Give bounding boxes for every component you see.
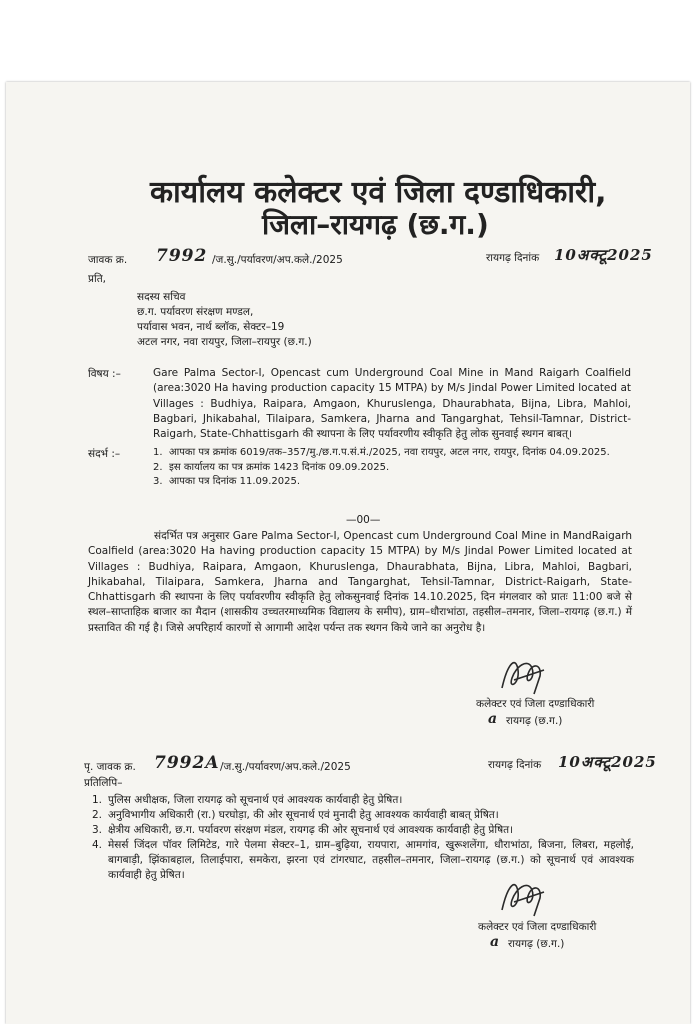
prati-label: प्रति, [88,273,107,285]
copy-item: 4. मेसर्स जिंदल पॉवर लिमिटेड, गारे पेलमा सेक्टर–1, ग्राम–बुढ़िया, रायपारा, आमगांव, खुरूशलेंगा, धौराभांठा, बिजना, लिबरा, महलोई, बागबाड़ी, झिंकाबहाल, तिलाईपारा, समकेरा, झरना एवं टांगरघाट, तहसील–तमनार, जिला–रायगढ़ (छ.ग.) को सूचनार्थ एवं आवश्यक कार्यवाही हेतु प्रेषित। [92,839,634,881]
copy-item: 1. पुलिस अधीक्षक, जिला रायगढ़ को सूचनार्थ एवं आवश्यक कार्यवाही हेतु प्रेषित। [92,794,403,806]
ref-number-handwritten: 7992 [156,246,208,266]
copy-item: 3. क्षेत्रीय अधिकारी, छ.ग. पर्यावरण संरक्षण मंडल, रायगढ़ की ओर सूचनार्थ एवं आवश्यक कार्यवाही हेतु प्रेषित। [92,824,514,836]
reference-item: 2. इस कार्यालय का पत्र क्रमांक 1423 दिनांक 09.09.2025. [153,461,390,473]
endorsement-ref-handwritten: 7992A [154,753,220,773]
reference-label: संदर्भ :– [88,448,121,460]
signatory-title-2: कलेक्टर एवं जिला दण्डाधिकारी [478,921,597,933]
reference-item: 3. आपका पत्र दिनांक 11.09.2025. [153,476,301,487]
endorsement-date-label: रायगढ़ दिनांक [488,759,542,771]
signatory-title: कलेक्टर एवं जिला दण्डाधिकारी [476,698,595,710]
endorsement-ref-suffix: /ज.सु./पर्यावरण/अप.कले./2025 [220,761,351,773]
endorsement-ref-label: पृ. जावक क्र. [84,761,136,773]
signatory-place: रायगढ़ (छ.ग.) [506,715,563,727]
subject-text: Gare Palma Sector-I, Opencast cum Underground Coal Mine in Mand Raigarh Coalfield (area:3020 Ha having production capacity 15 MTPA) by M/s Jindal Power Limited located at Villages : Budhiya, Raipara, Amgaon, Khuruslenga, Dhaurabhata, Bijna, Libra, Mahloi, Bagbari, Jhikabahal, Tilaipara, Samkera, Jharna and Tangarghat, Tehsil-Tamnar, District-Raigarh, State-Chhattisgarh की स्थापना के लिए पर्यावरणीय स्वीकृति हेतु लोक सुनवाई स्थगन बाबत्। [153,367,631,441]
signatory-initial: a [488,711,499,727]
signature-2 [494,872,554,922]
recipient-line: पर्यावास भवन, नार्थ ब्लॉक, सेक्टर–19 [137,321,285,333]
copy-item: 2. अनुविभागीय अधिकारी (रा.) घरघोड़ा, की ओर सूचनार्थ एवं मुनादी हेतु आवश्यक कार्यवाही बाबत् प्रेषित। [92,809,499,821]
subject-label: विषय :– [88,368,121,380]
copy-list [92,793,634,883]
recipient-address [137,290,437,350]
recipient-line: सदस्य सचिव [137,291,186,303]
signatory-initial-2: a [490,934,501,950]
recipient-line: अटल नगर, नवा रायपुर, जिला–रायपुर (छ.ग.) [137,336,312,348]
reference-list [153,446,631,490]
copy-label: प्रतिलिपि– [84,777,123,789]
office-title: कार्यालय कलेक्टर एवं जिला दण्डाधिकारी, [150,175,607,210]
district-title: जिला–रायगढ़ (छ.ग.) [262,208,489,241]
body-paragraph: संदर्भित पत्र अनुसार Gare Palma Sector-I, Opencast cum Underground Coal Mine in MandRaigarh Coalfield (area:3020 Ha having production capacity 15 MTPA) by M/s Jindal Power Limited located at Villages : Budhiya, Raipara, Amgaon, Khuruslenga, Dhaurabhata, Bijna, Libra, Mahloi, Bagbari, Jhikabahal, Tilaipara, Samkera, Jharna and Tangarghat, Tehsil-Tamnar, District-Raigarh, State-Chhattisgarh की स्थापना के लिए पर्यावरणीय स्वीकृति हेतु लोकसुनवाई दिनांक 14.10.2025, दिन मंगलवार को प्रातः 11:00 बजे से स्थल–साप्ताहिक बाजार का मैदान (शासकीय उच्चतरमाध्यमिक विद्यालय के समीप), ग्राम–धौराभांठा, तहसील–तमनार, जिला–रायगढ़ (छ.ग.) में प्रस्तावित की गई है। जिसे अपरिहार्य कारणों से आगामी आदेश पर्यन्त तक स्थगन किये जाने का अनुरोध है। [88,530,632,634]
signature-1 [494,650,554,700]
recipient-line: छ.ग. पर्यावरण संरक्षण मण्डल, [137,306,254,318]
date-handwritten: 10अक्टू2025 [554,246,653,264]
endorsement-date-handwritten: 10अक्टू2025 [558,753,657,771]
separator: —00— [346,514,381,526]
reference-item: 1. आपका पत्र क्रमांक 6019/तक–357/मु./छ.ग.प.सं.मं./2025, नवा रायपुर, अटल नगर, रायपुर, दिनांक 04.09.2025. [153,447,610,458]
date-label: रायगढ़ दिनांक [486,252,540,264]
signatory-place-2: रायगढ़ (छ.ग.) [508,938,565,950]
ref-label: जावक क्र. [88,254,128,266]
ref-suffix: /ज.सु./पर्यावरण/अप.कले./2025 [212,254,343,266]
